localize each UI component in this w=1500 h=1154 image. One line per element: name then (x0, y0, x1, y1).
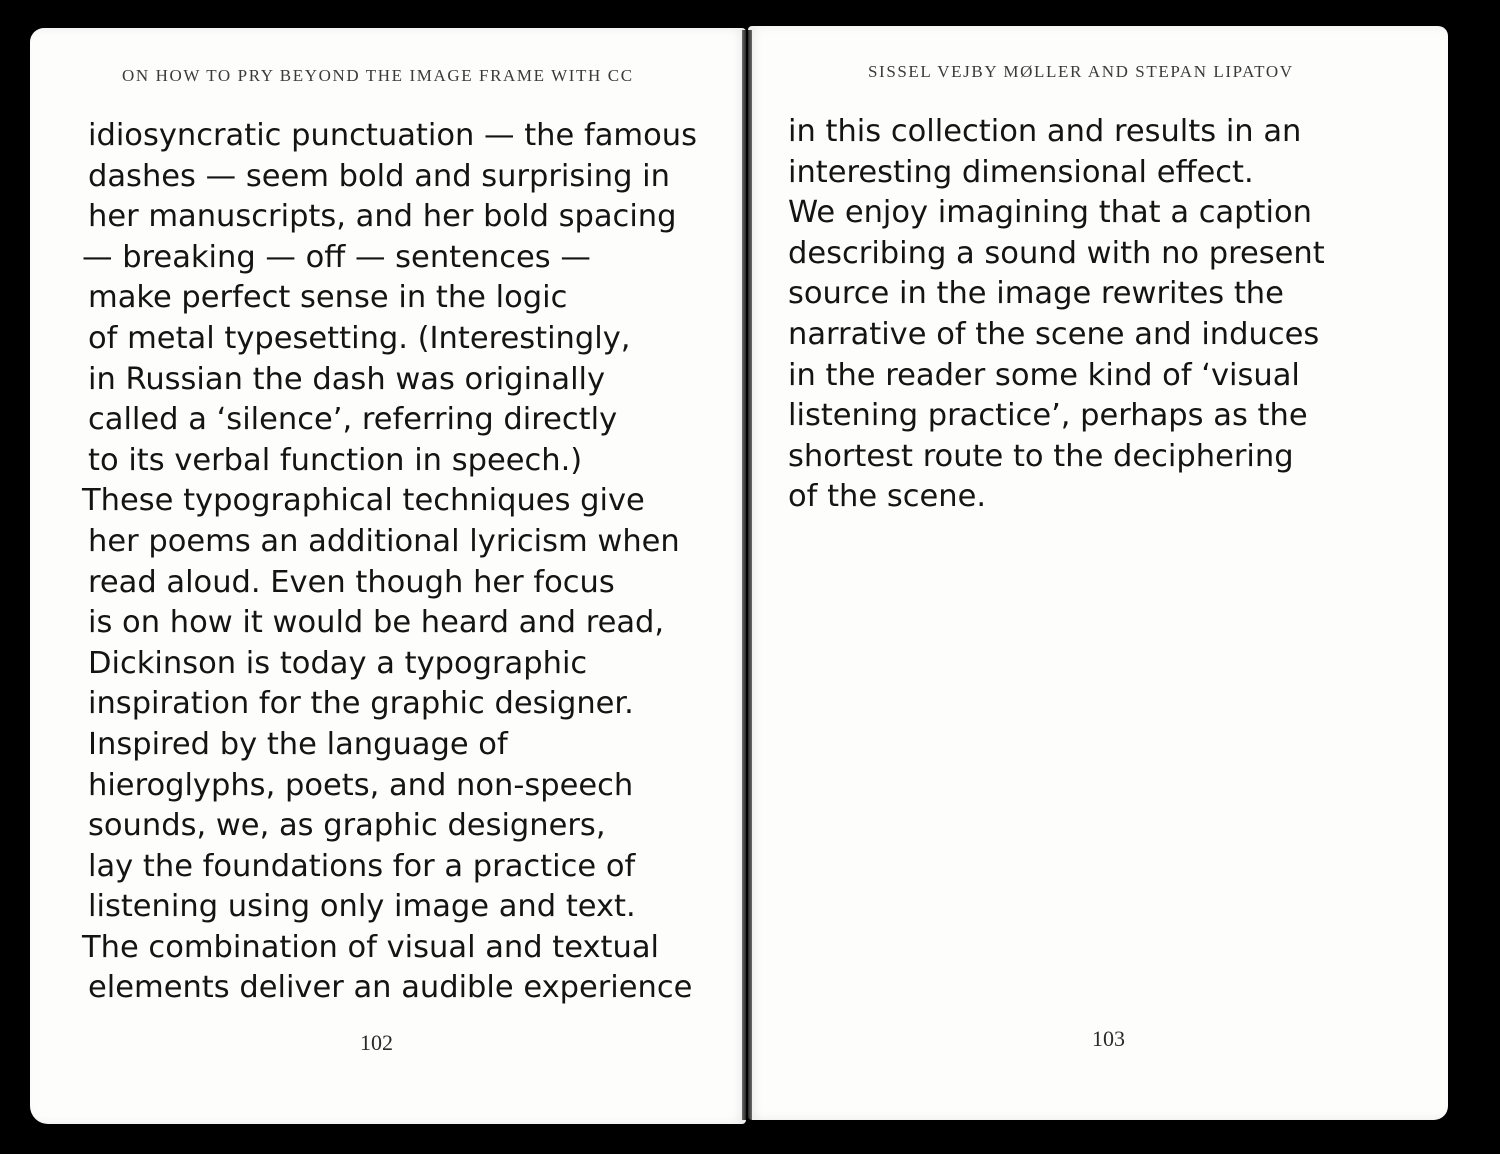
right-page (748, 26, 1448, 1120)
text-line: inspiration for the graphic designer. (88, 686, 634, 722)
text-line: Inspired by the language of (88, 726, 508, 762)
text-line: We enjoy imagining that a caption (788, 195, 1312, 231)
text-line: dashes — seem bold and surprising in (88, 158, 670, 194)
text-line: to its verbal function in speech.) (88, 442, 583, 478)
page-number-right: 103 (1092, 1026, 1125, 1051)
text-line: in this collection and results in an (788, 114, 1302, 149)
text-line: — breaking — off — sentences — (82, 239, 591, 275)
text-line: called a ‘silence’, referring directly (88, 402, 618, 438)
text-line: idiosyncratic punctuation — the famous (88, 118, 697, 153)
text-line: make perfect sense in the logic (88, 280, 568, 316)
book-gutter (742, 30, 752, 1120)
text-line: listening practice’, perhaps as the (788, 398, 1308, 434)
text-line: interesting dimensional effect. (788, 154, 1254, 190)
text-line: shortest route to the deciphering (788, 438, 1294, 474)
text-line: The combination of visual and textual (82, 929, 659, 965)
text-line: lay the foundations for a practice of (88, 848, 636, 884)
page-number-left: 102 (360, 1030, 393, 1055)
text-line: is on how it would be heard and read, (88, 605, 665, 641)
text-line: elements deliver an audible experience (88, 970, 693, 1006)
text-line: in Russian the dash was originally (88, 361, 606, 397)
running-head-right: SISSEL VEJBY MØLLER AND STEPAN LIPATOV (868, 62, 1294, 81)
text-line: her poems an additional lyricism when (88, 523, 680, 559)
body-text-left (82, 116, 738, 1009)
text-line: of the scene. (788, 479, 987, 515)
text-line: read aloud. Even though her focus (88, 564, 615, 600)
text-line: sounds, we, as graphic designers, (88, 808, 606, 844)
text-line: These typographical techniques give (82, 483, 645, 519)
text-line: narrative of the scene and induces (788, 316, 1320, 352)
text-line: source in the image rewrites the (788, 276, 1284, 312)
text-line: listening using only image and text. (88, 889, 636, 925)
text-line: her manuscripts, and her bold spacing (88, 199, 677, 235)
text-line: in the reader some kind of ‘visual (788, 357, 1300, 393)
text-line: describing a sound with no present (788, 235, 1325, 271)
running-head-left: ON HOW TO PRY BEYOND THE IMAGE FRAME WITH CC (122, 66, 634, 85)
text-line: hieroglyphs, poets, and non-speech (88, 767, 634, 803)
left-page (30, 28, 746, 1124)
body-text-right (788, 112, 1438, 518)
text-line: Dickinson is today a typographic (88, 645, 588, 681)
text-line: of metal typesetting. (Interestingly, (88, 320, 631, 356)
